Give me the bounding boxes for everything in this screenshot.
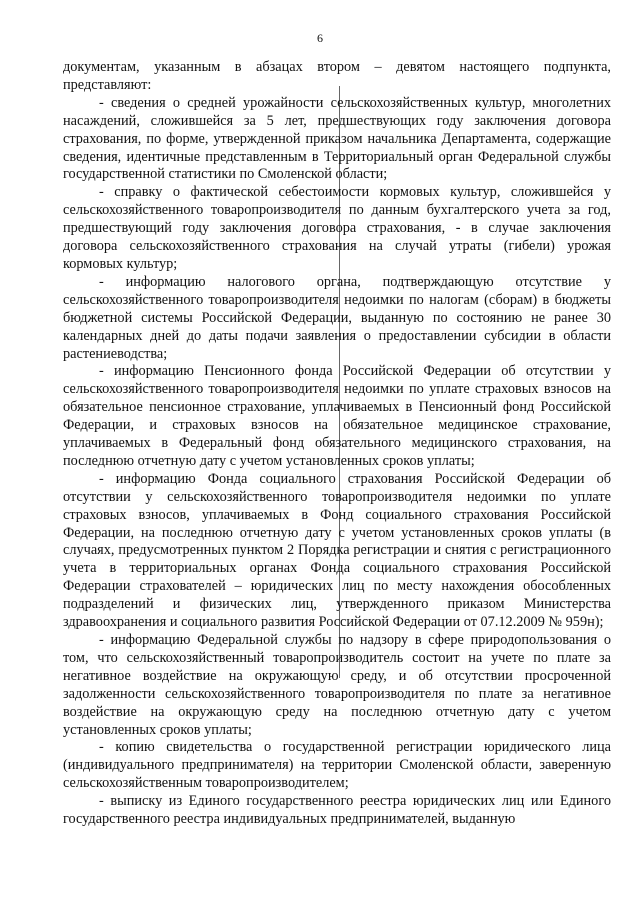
paragraph-tax-info: - информацию налогового органа, подтверждающую отсутствие у сельскохозяйственного товаропроизводителя недоимки по налогам (сборам) в бюджеты бюджетной системы Российской Федерации, выданную по состоянию не ранее 30 календарных дней до даты подачи заявления о предоставлении субсидии в области растениеводства; <box>63 273 611 362</box>
paragraph-registration-certificate: - копию свидетельства о государственной регистрации юридического лица (индивидуального предпринимателя) на территории Смоленской области, заверенную сельскохозяйственным товаропроизводителем; <box>63 739 611 792</box>
paragraph-cost-certificate: - справку о фактической себестоимости кормовых культур, сложившейся у сельскохозяйственного товаропроизводителя по данным бухгалтерского учета за год, предшествующий году заключения договора страхования, - в случае заключения договора сельскохозяйственного страхования на случай утраты (гибели) урожая кормовых культур; <box>63 184 611 272</box>
paragraph-social-insurance-info: - информацию Фонда социального страхования Российской Федерации об отсутствии у сельскохозяйственного товаропроизводителя недоимки по уплате страховых взносов, уплачиваемых в Фонд социального страхования Российской Федерации, на последнюю отчетную дату с учетом установленных сроков уплаты (в случаях, предусмотренных пунктом 2 Порядка регистрации и снятия с регистрационного учета в территориальных органах Фонда социального страхования Российской Федерации страхователей – юридических лиц по месту нахождения обособленных подразделений и физических лиц, утвержденного приказом Министерства здравоохранения и социального развития Российской Федерации от 07.12.2009 № 959н); <box>63 470 611 631</box>
document-body <box>63 59 611 829</box>
paragraph-nature-oversight-info: - информацию Федеральной службы по надзору в сфере природопользования о том, что сельскохозяйственный товаропроизводитель состоит на учете по плате за негативное воздействие на окружающую среду, и об отсутствии просроченной задолженности сельскохозяйственного товаропроизводителя по плате за негативное воздействие на окружающую среду на последнюю отчетную дату с учетом установленных сроков уплаты; <box>63 632 611 738</box>
paragraph-registry-extract: - выписку из Единого государственного реестра юридических лиц или Единого государственного реестра индивидуальных предпринимателей, выданную <box>63 793 611 828</box>
paragraph-pension-fund-info: - информацию Пенсионного фонда Российской Федерации об отсутствии у сельскохозяйственного товаропроизводителя недоимки по уплате страховых взносов на обязательное пенсионное страхование, уплачиваемых в Пенсионный фонд Российской Федерации, и страховых взносов на обязательное медицинское страхование, уплачиваемых в Федеральный фонд обязательного медицинского страхования, на последнюю отчетную дату с учетом установленных сроков уплаты; <box>63 363 611 469</box>
paragraph-intro: документам, указанным в абзацах втором – девятом настоящего подпункта, представляют: <box>63 59 611 93</box>
page-number: 6 <box>317 31 323 45</box>
paragraph-yield-info: - сведения о средней урожайности сельскохозяйственных культур, многолетних насаждений, сложившейся за 5 лет, предшествующих году заключения договора страхования, по форме, утвержденной приказом начальника Департамента, содержащие сведения, идентичные представленным в Территориальный орган Федеральной службы государственной статистики по Смоленской области; <box>63 94 611 183</box>
